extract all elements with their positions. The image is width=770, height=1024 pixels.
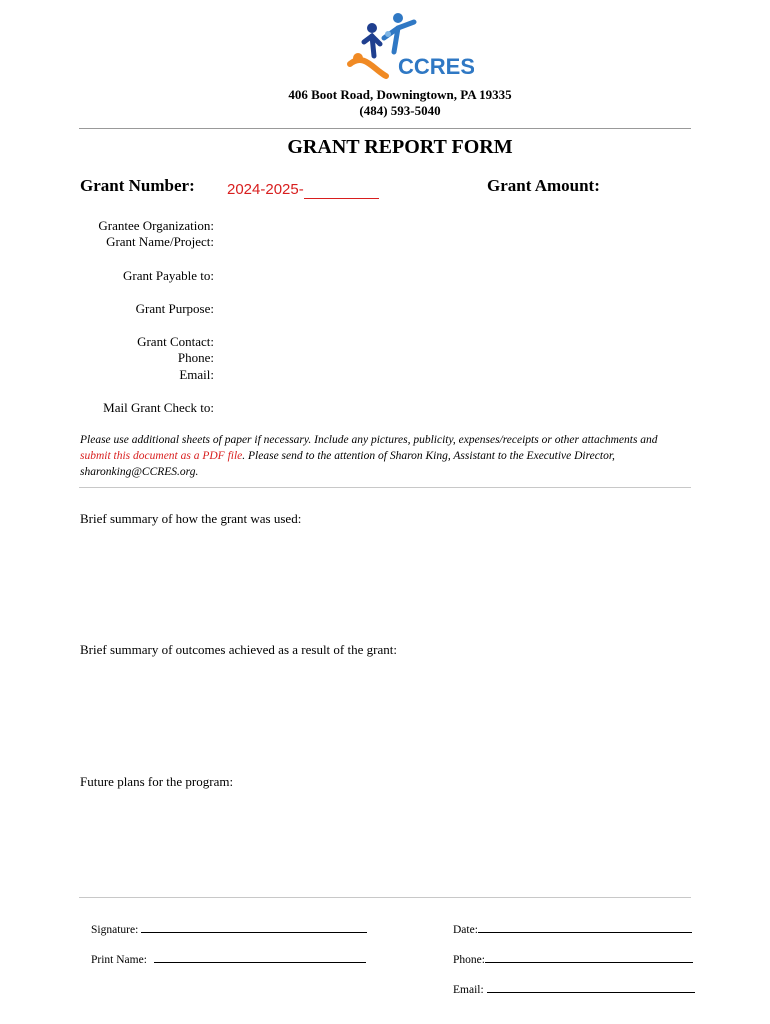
grantee-organization-label: Grantee Organization: [98, 218, 214, 233]
phone-line[interactable] [485, 952, 693, 963]
ccres-logo [344, 12, 474, 84]
instructions-text-2: . Please send to the attention of Sharon King, Assistant to the Executive Director, sharonking@CCRES.org. [80, 450, 615, 478]
mail-grant-check-label: Mail Grant Check to: [103, 400, 214, 415]
note-divider [79, 487, 691, 488]
grant-purpose-label: Grant Purpose: [135, 301, 214, 316]
page-title: GRANT REPORT FORM [287, 136, 513, 158]
phone-row [453, 952, 693, 966]
contact-phone-label: Phone: [177, 350, 214, 365]
grant-number-blank-line [304, 198, 379, 199]
future-plans-label: Future plans for the program: [80, 774, 234, 789]
organization-address: 406 Boot Road, Downingtown, PA 19335 [288, 87, 512, 102]
date-line[interactable] [478, 922, 692, 933]
grant-payable-to-label: Grant Payable to: [123, 268, 214, 283]
signature-divider [79, 897, 691, 898]
print-name-line[interactable] [154, 952, 366, 963]
print-name-row [91, 952, 366, 966]
signature-label: Signature: [91, 924, 139, 936]
logo-figures-icon [344, 12, 474, 84]
print-name-label: Print Name: [91, 954, 147, 966]
date-row [453, 922, 692, 936]
email-line[interactable] [487, 982, 695, 993]
email-row [453, 982, 695, 996]
grant-amount-label: Grant Amount: [487, 176, 600, 195]
instructions-note [80, 432, 680, 480]
grant-contact-label: Grant Contact: [137, 334, 214, 349]
signature-line[interactable] [141, 922, 367, 933]
pdf-instruction-highlight: submit this document as a PDF file [80, 450, 243, 462]
summary-usage-label: Brief summary of how the grant was used: [80, 511, 302, 526]
grant-name-project-label: Grant Name/Project: [106, 234, 214, 249]
signature-row [91, 922, 367, 936]
header-divider [79, 128, 691, 129]
contact-email-label: Email: [179, 367, 214, 382]
instructions-text-1: Please use additional sheets of paper if necessary. Include any pictures, publicity, expenses/receipts or other attachments and [80, 434, 658, 446]
summary-outcomes-label: Brief summary of outcomes achieved as a result of the grant: [80, 642, 397, 657]
grant-number-field[interactable]: 2024-2025- [227, 181, 304, 198]
organization-phone: (484) 593-5040 [359, 103, 441, 118]
date-label: Date: [453, 924, 478, 936]
email-label: Email: [453, 984, 484, 996]
logo-wordmark: CCRES [398, 54, 474, 79]
phone-label: Phone: [453, 954, 485, 966]
grant-number-label: Grant Number: [80, 176, 195, 195]
